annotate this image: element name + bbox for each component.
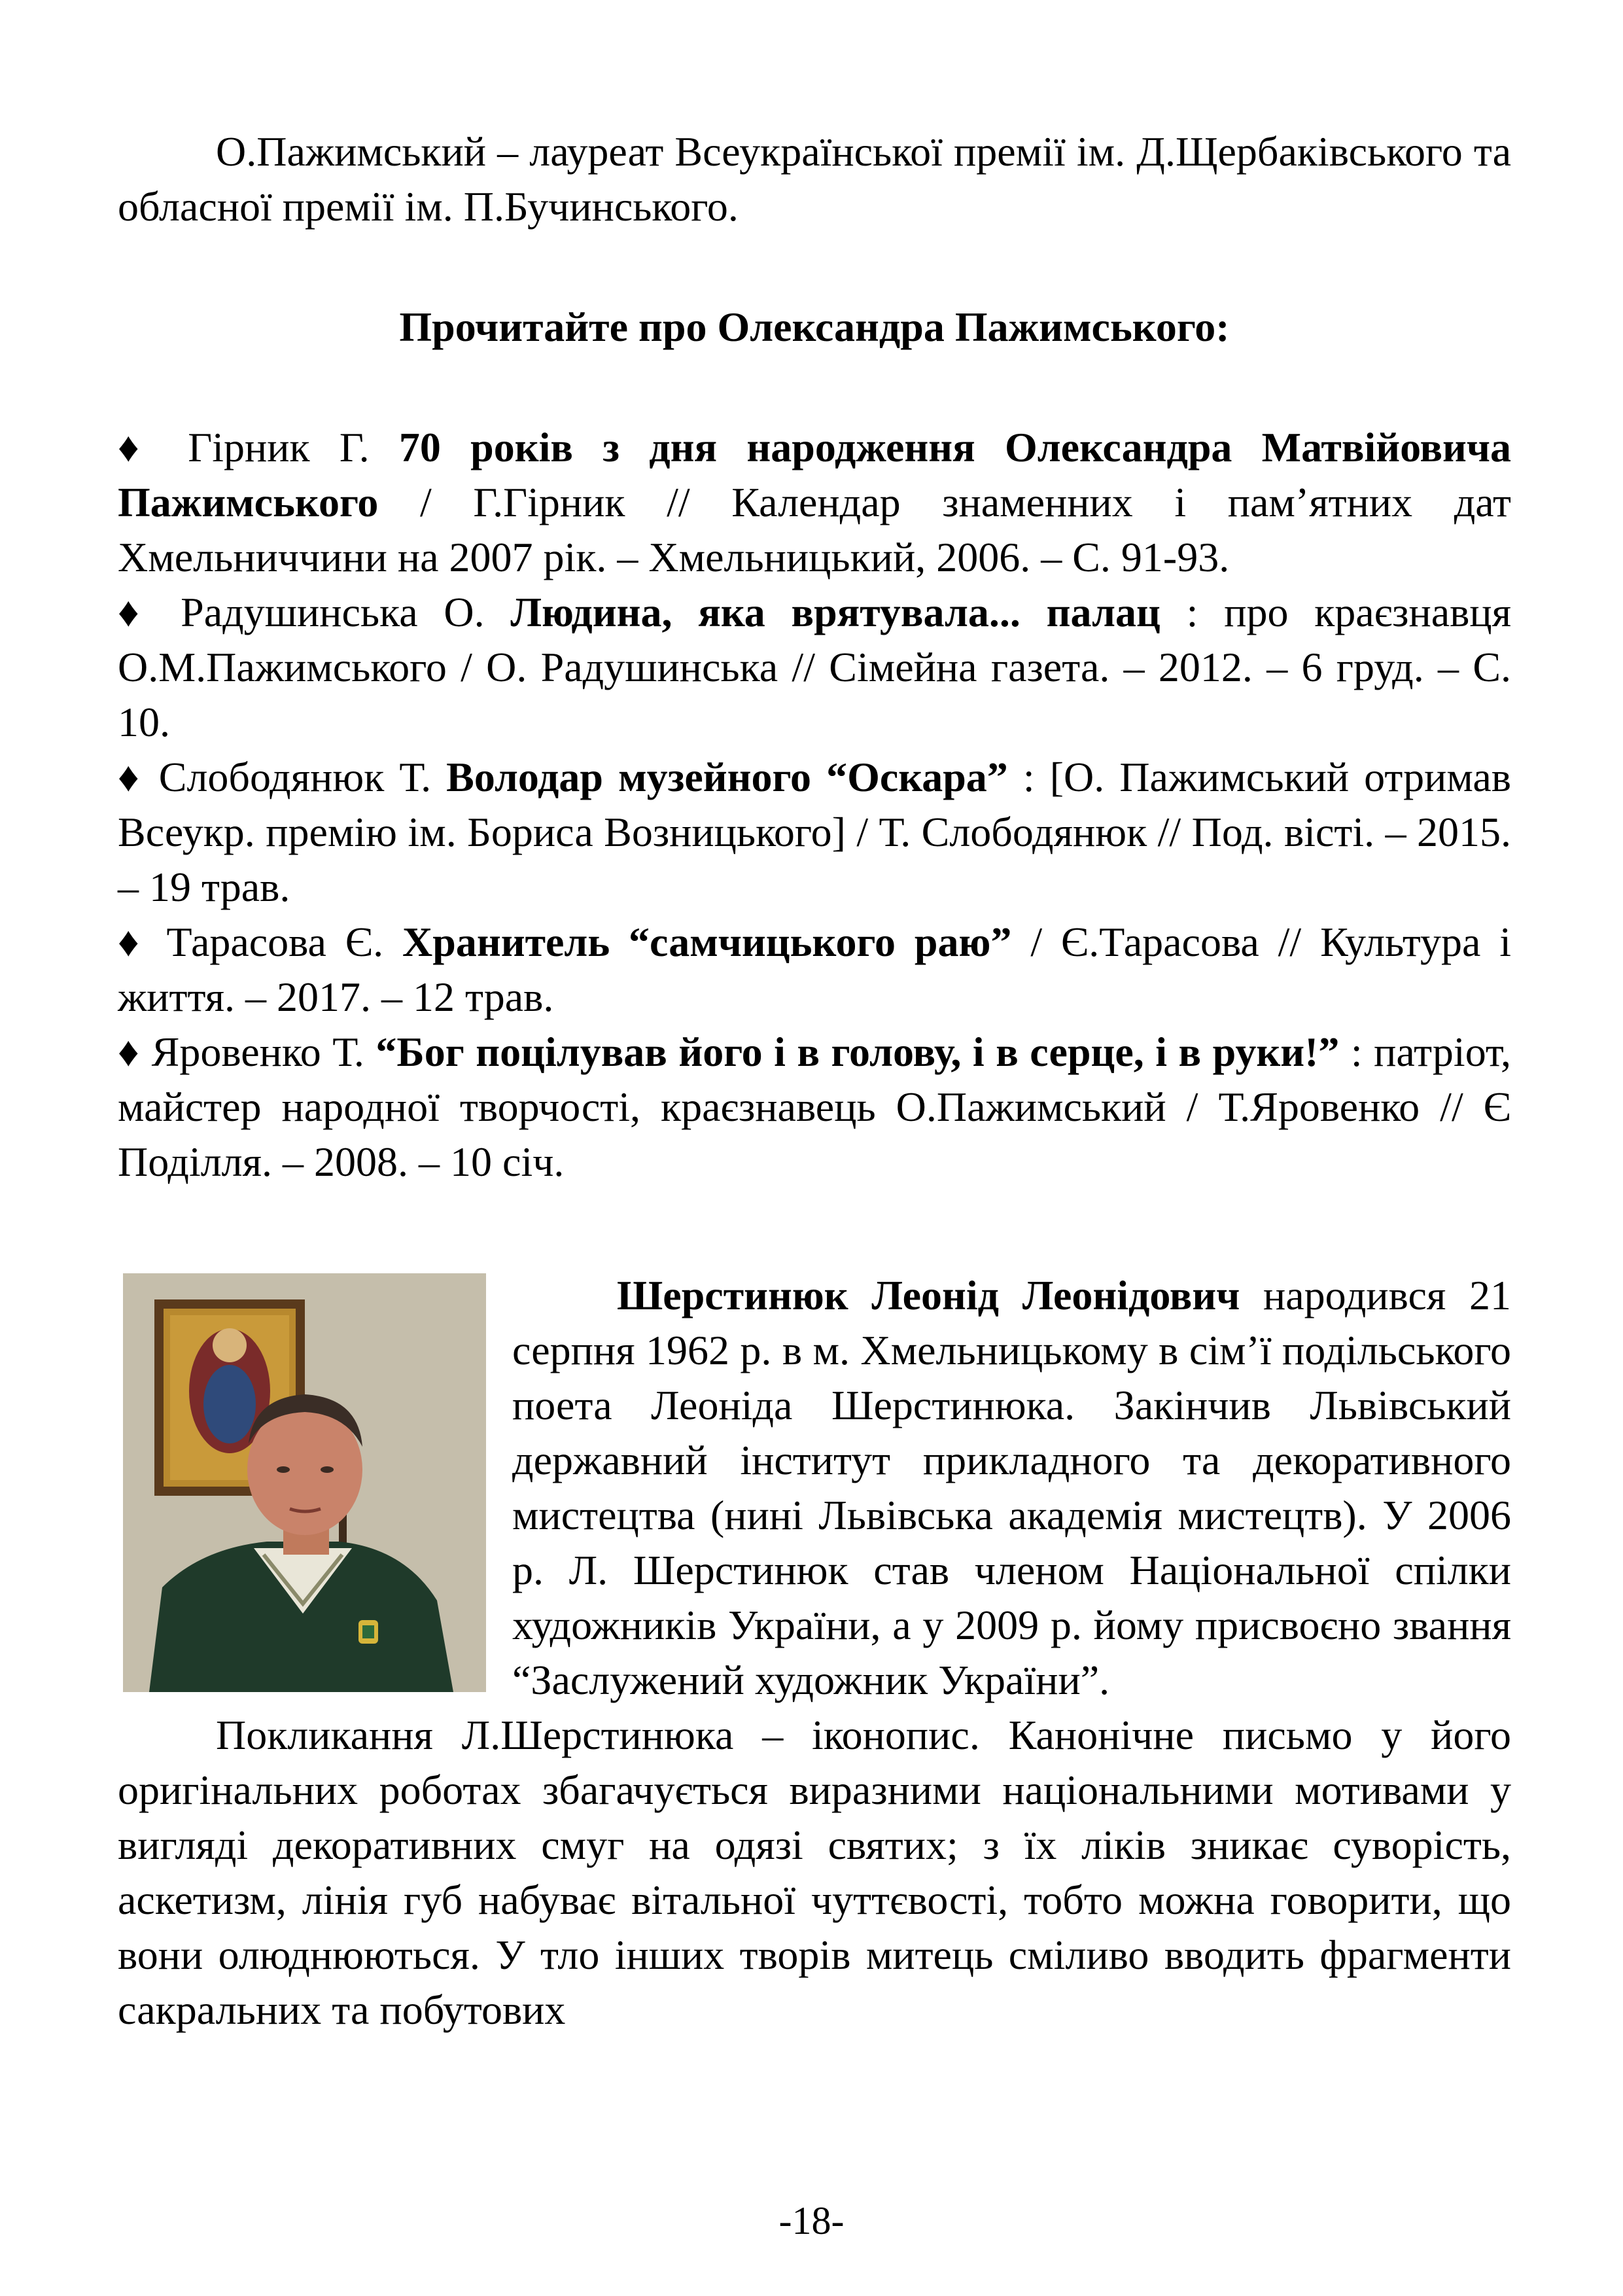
intro-paragraph: О.Пажимський – лауреат Всеукраїнської премії ім. Д.Щербаківського та обласної премії ім. П.Бучинського. (118, 128, 1511, 230)
reference-item (118, 585, 1511, 750)
reference-author: Гірник Г. (158, 424, 399, 470)
reference-title: Володар музейного “Оскара” (446, 754, 1008, 800)
bullet-icon: ♦ (118, 424, 158, 470)
reference-source: / Є.Тарасова // Культура і життя. – 2017. – 12 трав. (118, 919, 1512, 1020)
body-paragraph: Покликання Л.Шерстинюка – іконопис. Канонічне письмо у його оригінальних роботах збагачується виразними національними мотивами у вигляді декоративних смуг на одязі святих; з їх ліків зникає суворість, аскетизм, лінія губ набуває вітальної чуттєвості, тобто можна говорити, що вони олюднюються. У тло інших творів митець сміливо вводить фрагменти сакральних та побутових (118, 1712, 1511, 2033)
document-body (118, 124, 1511, 2038)
reference-author: Яровенко Т. (140, 1029, 376, 1075)
reference-source: : про краєзнавця О.М.Пажимського / О. Радушинська // Сімейна газета. – 2012. – 6 груд. – С. 10. (118, 589, 1512, 745)
reference-list (118, 420, 1511, 1190)
reference-author: Радушинська О. (154, 589, 511, 635)
reference-title: 70 років з дня народження Олександра Матвійовича Пажимського (118, 424, 1512, 525)
bullet-icon: ♦ (118, 754, 144, 800)
reference-author: Слободянюк Т. (143, 754, 447, 800)
reference-item (118, 750, 1511, 915)
reference-item (118, 420, 1511, 585)
portrait-photo (123, 1273, 486, 1692)
bullet-icon: ♦ (118, 589, 155, 635)
bullet-icon: ♦ (118, 919, 148, 965)
section-heading: Прочитайте про Олександра Пажимського: (399, 304, 1230, 350)
reference-title: Людина, яка врятувала... палац (510, 589, 1161, 635)
reference-title: “Бог поцілував його і в голову, і в серце, і в руки!” (375, 1029, 1340, 1075)
bio-text: народився 21 серпня 1962 р. в м. Хмельницькому в сім’ї подільського поета Леоніда Шерстинюка. Закінчив Львівський державний інститут прикладного та декоративного мистецтва (нині Львівська академія мистецтв). У 2006 р. Л. Шерстинюк став членом Національної спілки художників України, а у 2009 р. йому присвоєно звання “Заслужений художник України”. (512, 1272, 1511, 1703)
reference-title: Хранитель “самчицького раю” (402, 919, 1012, 965)
reference-source: : [О. Пажимський отримав Всеукр. премію ім. Бориса Возницького] / Т. Слободянюк // Под. вісті. – 2015. – 19 трав. (118, 754, 1512, 910)
reference-source: : патріот, майстер народної творчості, краєзнавець О.Пажимський / Т.Яровенко // Є Поділля. – 2008. – 10 січ. (118, 1029, 1511, 1185)
artist-name: Шерстинюк Леонід Леонідович (617, 1272, 1240, 1318)
reference-item (118, 1025, 1511, 1190)
artist-bio (118, 1268, 1511, 2038)
reference-source: / Г.Гірник // Календар знаменних і пам’ятних дат Хмельниччини на 2007 рік. – Хмельницький, 2006. – С. 91-93. (118, 479, 1511, 580)
page-number: -18- (778, 2199, 845, 2242)
reference-item (118, 915, 1511, 1025)
bullet-icon: ♦ (118, 1029, 141, 1075)
reference-author: Тарасова Є. (147, 919, 402, 965)
